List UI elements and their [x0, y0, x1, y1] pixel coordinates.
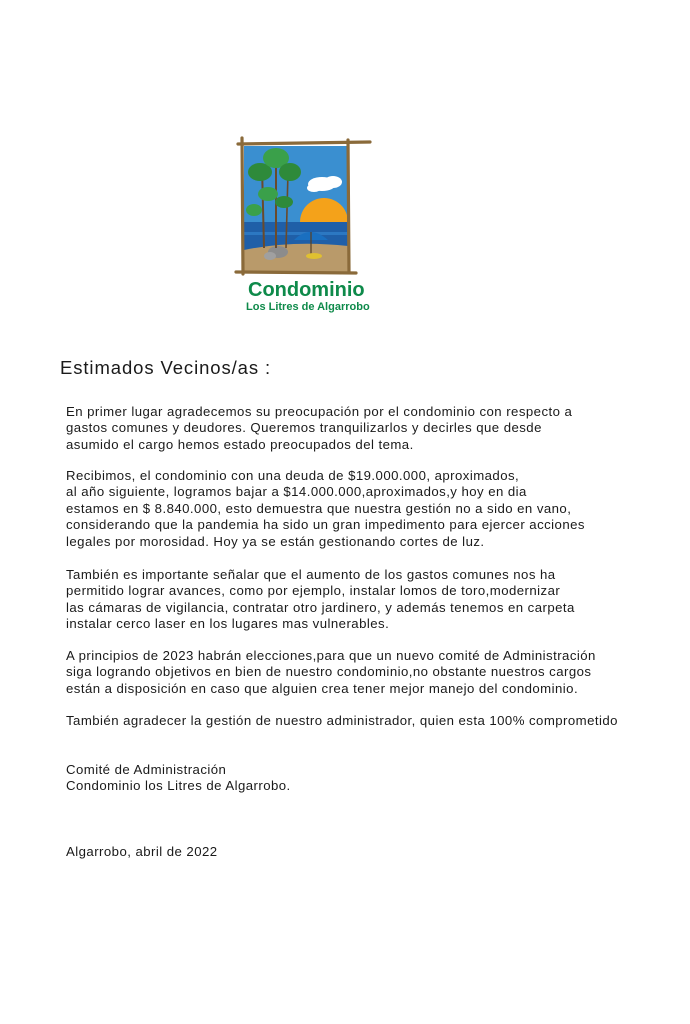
paragraph-line: las cámaras de vigilancia, contratar otro jardinero, y además tenemos en carpeta	[66, 599, 575, 615]
paragraph-line: estamos en $ 8.840.000, esto demuestra que nuestra gestión no a sido en vano,	[66, 500, 572, 516]
paragraph-line: siga logrando objetivos en bien de nuestro condominio,no obstante nuestros cargos	[66, 664, 592, 680]
paragraph-line: asumido el cargo hemos estado preocupados del tema.	[66, 436, 414, 452]
paragraph-2	[66, 468, 585, 550]
signature-line: Condominio los Litres de Algarrobo.	[66, 778, 291, 794]
paragraph-line: Recibimos, el condominio con una deuda de $19.000.000, aproximados,	[66, 468, 520, 483]
place-date	[66, 844, 218, 860]
paragraph-line: También es importante señalar que el aumento de los gastos comunes nos ha	[66, 567, 556, 582]
paragraph-line: legales por morosidad. Hoy ya se están gestionando cortes de luz.	[66, 533, 485, 549]
paragraph-line: En primer lugar agradecemos su preocupación por el condominio con respecto a	[66, 404, 573, 419]
letter-signature	[66, 762, 291, 795]
logo-title: Condominio	[248, 279, 365, 301]
paragraph-5	[66, 713, 618, 729]
paragraph-line: instalar cerco laser en los lugares mas vulnerables.	[66, 616, 390, 632]
paragraph-line: gastos comunes y deudores. Queremos tranquilizarlos y decirles que desde	[66, 420, 542, 436]
paragraph-line: A principios de 2023 habrán elecciones,para que un nuevo comité de Administración	[66, 648, 596, 663]
paragraph-3	[66, 567, 575, 633]
paragraph-line: permitido lograr avances, como por ejemplo, instalar lomos de toro,modernizar	[66, 583, 561, 599]
paragraph-line: considerando que la pandemia ha sido un gran impedimento para ejercer acciones	[66, 517, 585, 533]
condominio-landscape-logo-icon	[232, 136, 382, 276]
condominio-logo	[232, 136, 382, 316]
paragraph-1	[66, 404, 572, 453]
signature-line: Comité de Administración	[66, 762, 227, 777]
letter-salutation: Estimados Vecinos/as :	[60, 357, 272, 378]
place-date-line: Algarrobo, abril de 2022	[66, 844, 218, 859]
paragraph-line: al año siguiente, logramos bajar a $14.000.000,aproximados,y hoy en dia	[66, 484, 527, 500]
paragraph-4	[66, 648, 596, 697]
logo-subtitle: Los Litres de Algarrobo	[246, 301, 370, 313]
paragraph-line: También agradecer la gestión de nuestro administrador, quien esta 100% comprometido	[66, 713, 618, 728]
paragraph-line: están a disposición en caso que alguien crea tener mejor manejo del condominio.	[66, 680, 579, 696]
